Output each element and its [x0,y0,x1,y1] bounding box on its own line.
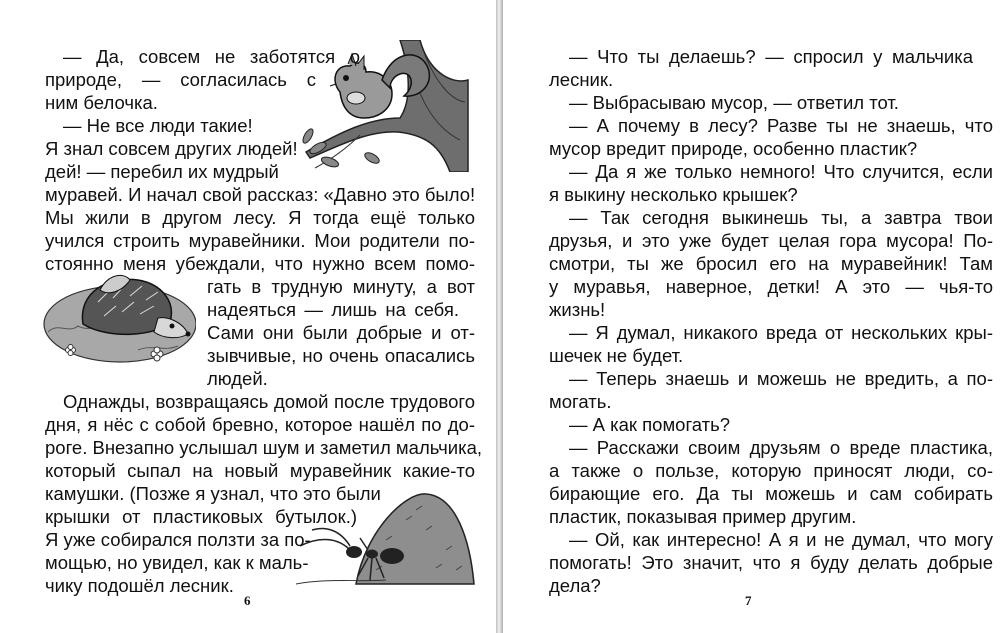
text-line: зывчивые, но очень опасались [207,345,475,366]
text-line: — Да, совсем не заботятся о [63,46,360,67]
hedgehog-illustration [38,262,196,366]
text-line: чику подошёл лесник. [45,575,234,596]
page-number: 6 [244,593,251,608]
text-line: мусор вредит природе, особенно пластик? [549,138,918,159]
text-line: дня, я нёс с собой бревно, которое нашёл по до- [45,414,475,435]
text-line: людей. [207,368,268,389]
text-line: Мы жили в другом лесу. Я тогда ещё только [45,207,475,228]
text-line: — Да я же только немного! Что случится, если [569,161,993,182]
text-line: лесник. [549,69,614,90]
text-line: помогать! Это значит, что я буду делать добрые [549,552,993,573]
text-line: — Так сегодня выкинешь ты, а завтра твои [569,207,993,228]
text-line: я выкину несколько крышек? [549,184,798,205]
text-line: дела? [549,575,601,596]
text-line: дей! — перебил их мудрый [45,161,279,182]
text-line: гать в трудную минуту, а вот [207,276,475,297]
text-line: Я уже собирался ползти за по- [45,529,311,550]
text-line: муравей. И начал свой рассказ: «Давно это было! [45,184,476,205]
text-line: — А как помогать? [569,414,731,435]
text-line: а также о пользе, которую приносят люди, со- [549,460,993,481]
text-line: — Не все люди такие! [63,115,253,136]
text-line: смотри, ты же бросил его на муравейник! Там [549,253,993,274]
text-line: который сыпал на новый муравейник какие-то [45,460,475,481]
text-line: друзья, и это уже будет целая гора мусора! По- [549,230,993,251]
text-line: — Я думал, никакого вреда от нескольких кры- [569,322,993,343]
text-line: крышки от пластиковых бутылок.) [45,506,357,527]
text-line: у муравья, наверное, детки! А это — чья-то [549,276,993,297]
text-line: — А почему в лесу? Разве ты не знаешь, что [569,115,993,136]
text-line: шечек не будет. [549,345,684,366]
text-line: Я знал совсем других людей! [45,138,298,159]
text-line: роге. Внезапно услышал шум и заметил мальчика, [45,437,483,458]
text-line: мощью, но увидел, как к маль- [45,552,309,573]
left-page [0,0,497,633]
text-line: надеяться — лишь на себя. [207,299,459,320]
page-number: 7 [745,593,752,608]
text-line: камушки. (Позже я узнал, что это были [45,483,381,504]
text-line: — Выбрасываю мусор, — ответил тот. [569,92,899,113]
text-line: жизнь! [549,299,606,320]
text-line: — Теперь знаешь и можешь не вредить, а по- [569,368,993,389]
right-page [502,0,1000,633]
text-line: пластик, показывая пример другим. [549,506,857,527]
text-line: Однажды, возвращаясь домой после трудового [63,391,475,412]
text-line: ним белочка. [45,92,158,113]
text-line: Сами они были добрые и от- [207,322,475,343]
text-line: бирающие его. Да ты можешь и сам собирать [549,483,993,504]
text-line: природе, — согласилась с [45,69,316,90]
text-line: могать. [549,391,612,412]
text-line: — Ой, как интересно! А я и не думал, что могу [569,529,993,550]
text-line: учился строить муравейники. Мои родители по- [45,230,475,251]
text-line: — Расскажи своим друзьям о вреде пластика, [569,437,993,458]
text-line: стоянно меня убеждали, что нужно всем помо- [45,253,475,274]
text-line: — Что ты делаешь? — спросил у мальчика [569,46,973,67]
